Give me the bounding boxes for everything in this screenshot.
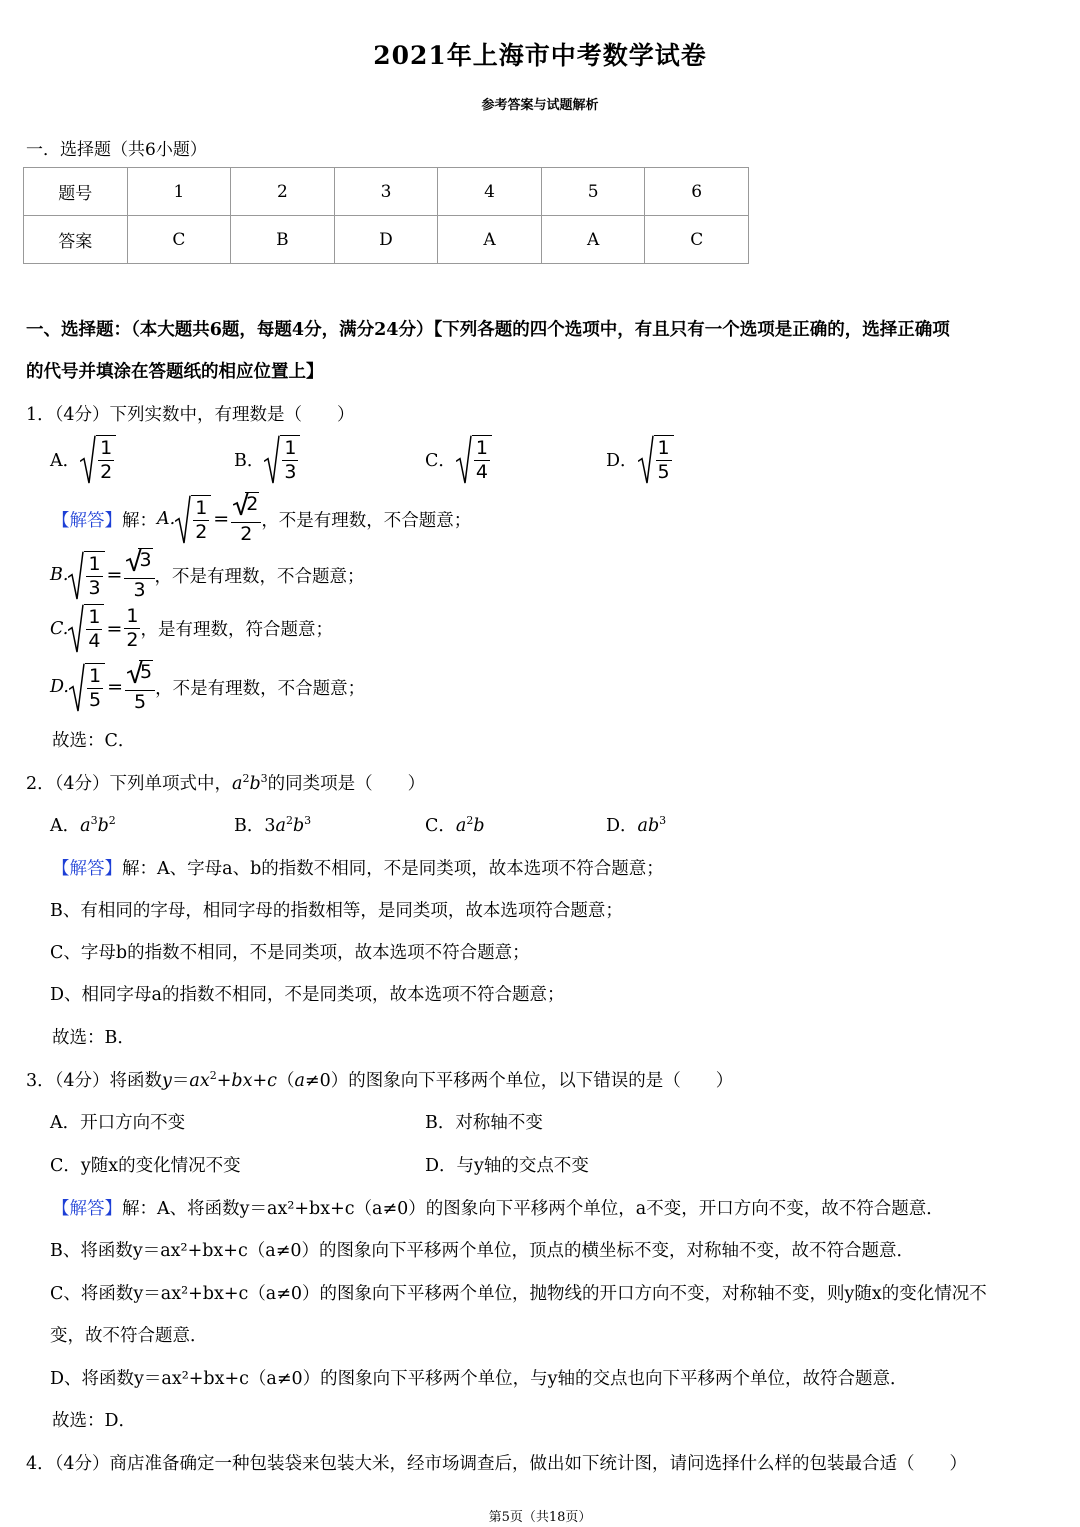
table-cell: B (231, 216, 335, 264)
solution-text: ，不是有理数，不合题意； (261, 510, 472, 531)
table-row (24, 216, 749, 264)
stem-text: 的图象向下平移两个单位，以下错误的是（ ） (348, 1071, 734, 1091)
option-ref: C. (50, 618, 69, 639)
option-letter: A． (50, 451, 81, 471)
q3-solution-b: B、将函数y＝ax²+bx+c（a≠0）的图象向下平移两个单位，顶点的横坐标不变，对称轴不变，故不符合题意． (50, 1241, 914, 1261)
q1-option-d (606, 435, 674, 484)
table-cell: 5 (541, 168, 645, 216)
q2-solution-c: C、字母b的指数不相同，不是同类项，故本选项不符合题意； (50, 943, 530, 963)
q1-stem: 1．（4分）下列实数中，有理数是（ ） (26, 405, 355, 425)
q2-solution-d: D、相同字母a的指数不相同，不是同类项，故本选项不符合题意； (50, 985, 565, 1005)
q1-final: 故选：C． (52, 731, 136, 751)
instructions-line-1: 一、选择题：（本大题共6题，每题4分，满分24分）【下列各题的四个选项中，有且只有一个选项是正确的，选择正确项 (26, 320, 950, 340)
q2-solution-a (52, 855, 664, 880)
numerator: 1 (195, 496, 208, 519)
radicand: 5 (140, 661, 153, 683)
radicand: 2 (246, 493, 259, 515)
table-cell: 题号 (24, 168, 128, 216)
sqrt-fraction (638, 435, 674, 484)
numerator: 1 (88, 664, 102, 687)
solution-tag: 【解答】 (52, 859, 122, 879)
q2-option-a: A．$a^3b^2$ (50, 814, 116, 836)
q3-option-a: A．开口方向不变 (50, 1113, 186, 1133)
numerator: 1 (100, 437, 113, 459)
q2-option-d: D．$ab^3$ (606, 814, 667, 836)
page-subtitle: 参考答案与试题解析 (481, 98, 599, 113)
table-cell: C (127, 216, 231, 264)
option-letter: B． (234, 816, 265, 836)
denominator: 4 (88, 630, 101, 652)
denominator: 2 (240, 523, 253, 545)
section-heading: 一．选择题（共6小题） (26, 140, 207, 160)
denominator: 5 (134, 691, 147, 713)
denominator: 2 (126, 629, 139, 651)
q2-stem: 2．（4分）下列单项式中，$a^2b^3$的同类项是（ ） (26, 772, 426, 794)
stem-text: 3．（4分）将函数 (26, 1071, 163, 1091)
q1-option-c (425, 435, 492, 484)
denominator: 5 (657, 461, 670, 483)
numerator: 1 (88, 606, 101, 628)
option-ref: D. (50, 677, 69, 697)
q3-solution-c-cont: 变，故不符合题意． (50, 1326, 208, 1346)
table-cell: A (438, 216, 542, 264)
denominator: 3 (284, 461, 297, 483)
option-letter: A． (50, 816, 81, 836)
solution-text: ，不是有理数，不合题意； (155, 678, 366, 699)
numerator: 1 (284, 437, 297, 459)
option-letter: B． (234, 451, 265, 471)
radicand: 3 (139, 549, 152, 571)
table-cell: A (541, 216, 645, 264)
table-cell: 1 (127, 168, 231, 216)
denominator: 5 (88, 688, 102, 711)
solution-text: 解：A、将函数y＝ax²+bx+c（a≠0）的图象向下平移两个单位，a不变，开口方向不变，故不符合题意． (122, 1199, 944, 1219)
q3-option-c: C．y随x的变化情况不变 (50, 1156, 241, 1176)
denominator: 3 (88, 576, 101, 599)
q3-option-b: B．对称轴不变 (425, 1113, 543, 1133)
q4-stem: 4．（4分）商店准备确定一种包装袋来包装大米，经市场调查后，做出如下统计图，请问选择什么样的包装最合适（ ） (26, 1454, 968, 1474)
option-letter: C． (425, 451, 456, 471)
denominator: 2 (100, 461, 113, 483)
solution-text: 解：A、字母a、b的指数不相同，不是同类项，故本选项不符合题意； (122, 859, 664, 879)
sqrt-fraction (456, 435, 492, 484)
q3-solution-a (52, 1195, 944, 1220)
page-title: 2021年上海市中考数学试卷 (373, 41, 707, 70)
table-cell: 4 (438, 168, 542, 216)
stem-text: 2．（4分）下列单项式中， (26, 774, 233, 794)
table-cell: D (334, 216, 438, 264)
sqrt-fraction (80, 435, 116, 484)
option-letter: C． (425, 816, 456, 836)
q2-option-c: C．$a^2b$ (425, 814, 485, 836)
q1-solution-d: D. $\frac{1}{5}$ = $\frac{5}{5}$ ，不是有理数，不合题意； (50, 661, 366, 713)
numerator: 1 (88, 552, 101, 575)
q2-solution-b: B、有相同的字母，相同字母的指数相等，是同类项，故本选项符合题意； (50, 901, 623, 921)
stem-text: 的同类项是（ ） (267, 774, 426, 794)
solution-text: ，不是有理数，不合题意； (154, 566, 365, 587)
option-letter: D． (606, 816, 638, 836)
sqrt-fraction (264, 435, 300, 484)
solution-prefix: 解： (122, 510, 157, 531)
answer-table (23, 167, 749, 264)
q1-option-a (50, 435, 116, 484)
solution-tag: 【解答】 (52, 1199, 122, 1219)
option-ref: B. (50, 565, 69, 585)
table-cell: 3 (334, 168, 438, 216)
option-letter: D． (606, 451, 638, 471)
q3-option-d: D．与y轴的交点不变 (425, 1156, 589, 1176)
table-cell: C (645, 216, 749, 264)
numerator: 1 (126, 605, 139, 627)
denominator: 3 (133, 579, 146, 601)
solution-text: ，是有理数，符合题意； (140, 620, 333, 640)
numerator: 1 (475, 437, 488, 459)
instructions-line-2: 的代号并填涂在答题纸的相应位置上】 (26, 362, 324, 382)
numerator: 1 (657, 437, 670, 459)
q1-option-b (234, 435, 300, 484)
option-ref: A. (157, 509, 176, 529)
q3-final: 故选：D． (52, 1411, 137, 1431)
q2-final: 故选：B． (52, 1028, 135, 1048)
table-cell: 2 (231, 168, 335, 216)
page-footer: 第5页（共18页） (488, 1510, 592, 1525)
q1-solution-a: 【解答】 解： A. $\frac{1}{2}$ = $\frac{2}{2}$ ，不是有理数，不合题意； (52, 493, 472, 545)
q1-solution-c: C. $\frac{1}{4}$ = $\frac{1}{2}$ ，是有理数，符合题意； (50, 605, 333, 652)
table-cell: 6 (645, 168, 749, 216)
q3-stem: 3．（4分）将函数$y=ax^2+bx+c(a\ne 0)$的图象向下平移两个单位，以下错误的是（ ） (26, 1069, 734, 1091)
table-row (24, 168, 749, 216)
q1-solution-b: B. $\frac{1}{3}$ = $\frac{3}{3}$ ，不是有理数，不合题意； (50, 549, 365, 601)
table-cell: 答案 (24, 216, 128, 264)
q3-solution-c: C、将函数y＝ax²+bx+c（a≠0）的图象向下平移两个单位，抛物线的开口方向不变，对称轴不变，则y随x的变化情况不 (50, 1284, 987, 1304)
q2-option-b: B．$3a^2b^3$ (234, 814, 312, 836)
q3-solution-d: D、将函数y＝ax²+bx+c（a≠0）的图象向下平移两个单位，与y轴的交点也向下平移两个单位，故符合题意． (50, 1369, 908, 1389)
solution-tag: 【解答】 (52, 510, 122, 531)
denominator: 4 (475, 461, 488, 483)
denominator: 2 (195, 520, 208, 543)
